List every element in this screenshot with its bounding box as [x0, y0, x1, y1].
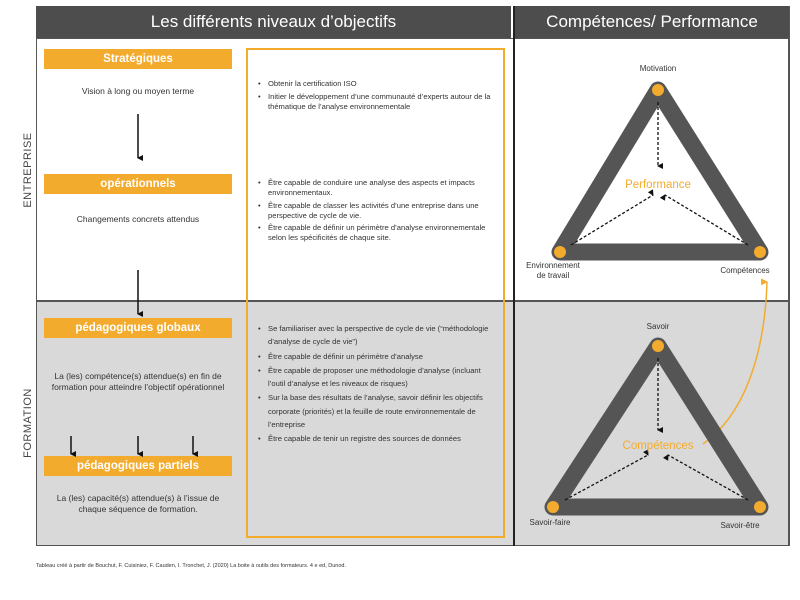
triangle-top-center: Performance — [625, 179, 691, 191]
level-arrows — [36, 38, 246, 468]
triangle-bottom-right: Savoir-être — [720, 521, 760, 530]
level-pedagogical-partial-desc: La (les) capacité(s) attendue(s) à l’issue de chaque séquence de formation. — [56, 493, 220, 515]
environment-node — [554, 246, 566, 258]
savoir-faire-node — [547, 501, 559, 513]
header-right — [515, 6, 789, 38]
example-strategic-item: • Obtenir la certification ISO — [257, 79, 497, 89]
examples-frame — [246, 48, 505, 538]
triangle-top-right: Compétences — [720, 266, 770, 275]
motivation-node — [652, 84, 664, 96]
competences-triangle — [553, 346, 760, 507]
example-pedagogical-item: • Sur la base des résultats de l’analyse, savoir définir les objectifs corporate (priorités) et la feuille de route environnementale de l’entreprise — [257, 391, 500, 431]
level-strategic-desc: Vision à long ou moyen terme — [81, 86, 195, 96]
level-pedagogical-partial: pédagogiques partiels — [44, 456, 232, 476]
side-label-entreprise: ENTREPRISE — [22, 132, 34, 208]
level-operational: opérationnels — [44, 174, 232, 194]
examples-strategic — [257, 79, 497, 115]
example-pedagogical-item: • Être capable de définir un périmètre d’analyse — [257, 350, 500, 363]
right-edge — [789, 6, 790, 546]
level-pedagogical-global-desc: La (les) compétence(s) attendue(s) en fin de formation pour atteindre l’objectif opérationnel — [51, 371, 225, 393]
level-strategic: Stratégiques — [44, 49, 232, 69]
competences-node — [754, 246, 766, 258]
examples-operational — [257, 178, 497, 246]
example-operational-item: • Être capable de classer les activités d’une entreprise dans une perspective de cycle de vie. — [257, 201, 497, 221]
example-operational-item: • Être capable de conduire une analyse des aspects et impacts environnementaux. — [257, 178, 497, 198]
example-pedagogical-item: • Être capable de tenir un registre des sources de données — [257, 432, 500, 445]
savoir-node — [652, 340, 664, 352]
header-left — [36, 6, 511, 38]
level-operational-desc: Changements concrets attendus — [76, 214, 200, 224]
example-pedagogical-item: • Se familiariser avec la perspective de cycle de vie (“méthodologie d’analyse de cycle de vie”) — [257, 322, 500, 349]
triangle-top-apex: Motivation — [639, 64, 677, 73]
example-strategic-item: • Initier le développement d’une communauté d’experts autour de la thématique de l’analyse environnementale — [257, 92, 497, 112]
competence-triangles — [515, 38, 789, 546]
citation: Tableau créé à partir de Bouchut, F. Cuisiniez, F. Cauden, I. Tronchet, J. (2020) La boite à outils des formateurs. 4 e ed, Dunod. — [36, 563, 347, 569]
level-pedagogical-global: pédagogiques globaux — [44, 318, 232, 338]
triangle-bottom-center: Compétences — [622, 440, 694, 452]
examples-pedagogical — [257, 322, 500, 447]
savoir-etre-node — [754, 501, 766, 513]
performance-triangle — [560, 90, 760, 252]
header-left-title: Les différents niveaux d’objectifs — [150, 12, 397, 31]
triangle-bottom-left: Savoir-faire — [529, 518, 571, 527]
triangle-bottom-apex: Savoir — [646, 322, 670, 331]
side-label-formation: FORMATION — [22, 388, 34, 458]
header-right-title: Compétences/ Performance — [546, 12, 758, 31]
triangle-top-left: Environnement de travail — [526, 261, 580, 280]
example-operational-item: • Être capable de définir un périmètre d’analyse environnementale selon les spécificités de chaque site. — [257, 223, 497, 243]
example-pedagogical-item: • Être capable de proposer une méthodologie d’analyse (incluant l’outil d’analyse et les niveaux de risques) — [257, 364, 500, 391]
